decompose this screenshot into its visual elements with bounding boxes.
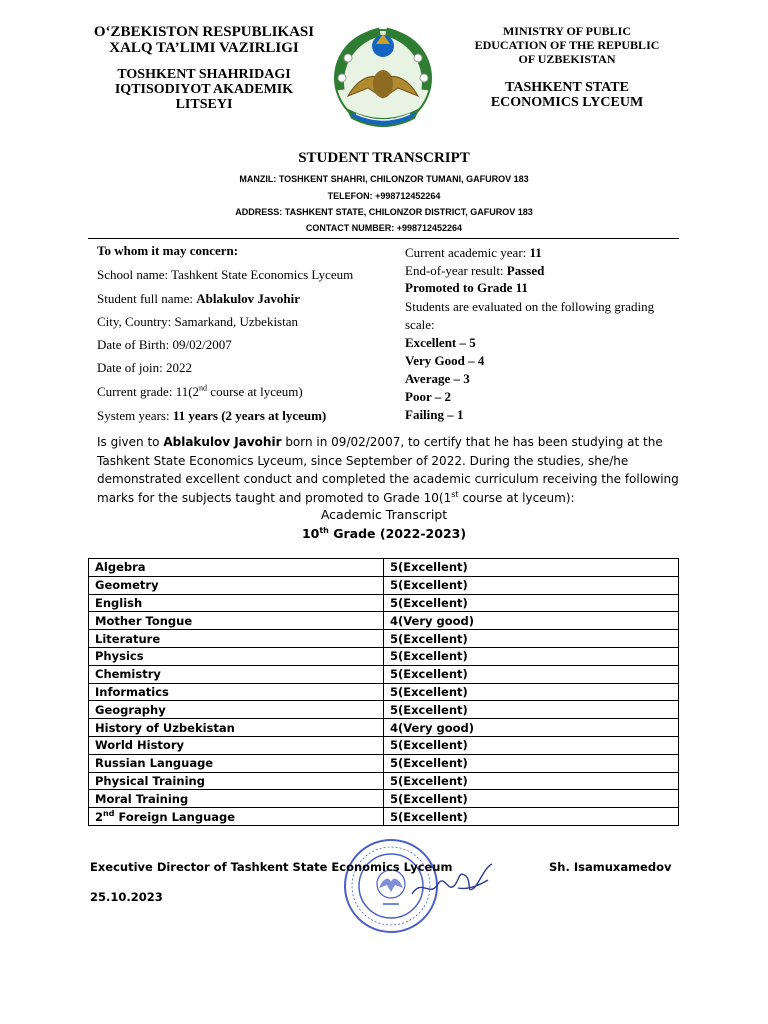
page-title: STUDENT TRANSCRIPT [298, 150, 470, 166]
paragraph-part1: Is given to [97, 435, 164, 449]
join-label: Date of join: [97, 360, 166, 375]
academic-year-label: Current academic year: [405, 245, 530, 260]
subject-name: History of Uzbekistan [89, 719, 384, 737]
table-row [89, 701, 679, 719]
contact-address: ADDRESS: TASHKENT STATE, CHILONZOR DISTRICT, GAFUROV 183 [235, 207, 533, 217]
school-name-row [97, 267, 353, 283]
system-years-label: System years: [97, 408, 173, 423]
dob-row [97, 337, 232, 353]
scale-intro-line2: scale: [405, 317, 435, 332]
subject-mark: 5(Excellent) [384, 683, 679, 701]
paragraph-part3: course at lyceum): [458, 490, 575, 505]
student-name-row [97, 291, 300, 307]
city-value: Samarkand, Uzbekistan [174, 314, 298, 329]
academic-info [405, 245, 685, 425]
dob-value: 09/02/2007 [172, 337, 232, 352]
table-row [89, 754, 679, 772]
table-row [89, 772, 679, 790]
header-right-line1: MINISTRY OF PUBLIC [502, 24, 632, 38]
current-grade-row [97, 384, 303, 400]
city-row [97, 314, 298, 330]
subject-name: Geometry [89, 576, 384, 594]
transcript-grade-rest: Grade (2022-2023) [328, 526, 467, 541]
transcript-grade [0, 524, 768, 543]
director-title: Executive Director of Tashkent State Economics Lyceum [90, 860, 453, 874]
table-row [89, 736, 679, 754]
subject-mark: 5(Excellent) [384, 790, 679, 808]
subject-name: Informatics [89, 683, 384, 701]
paragraph-name: Ablakulov Javohir [163, 435, 282, 449]
subject-name: Russian Language [89, 754, 384, 772]
table-row [89, 576, 679, 594]
transcript-grade-sup: th [319, 525, 329, 535]
subject-name: Foreign Language [118, 809, 236, 824]
transcript-grade-num: 10 [301, 526, 320, 541]
transcript-heading [0, 505, 768, 543]
table-row [89, 559, 679, 577]
signer-name: Sh. Isamuxamedov [549, 860, 672, 874]
subject-name: Literature [89, 630, 384, 648]
subject-mark: 4(Very good) [384, 612, 679, 630]
paragraph-sup: st [451, 489, 459, 499]
student-name-value: Ablakulov Javohir [196, 291, 300, 306]
header-right-line4: TASHKENT STATE [505, 80, 629, 95]
promoted-text: Promoted to Grade 11 [405, 280, 528, 295]
header-right [462, 24, 672, 110]
header-right-line3: OF UZBEKISTAN [518, 52, 616, 66]
subject-mark: 5(Excellent) [384, 754, 679, 772]
join-value: 2022 [165, 360, 192, 375]
school-name-value: Tashkent State Economics Lyceum [171, 267, 354, 282]
scale-item: Average – 3 [405, 371, 470, 386]
table-row [89, 647, 679, 665]
subject-mark: 5(Excellent) [384, 559, 679, 577]
result-row [405, 263, 544, 279]
subject-name-cell [89, 808, 384, 826]
academic-year-row [405, 245, 542, 261]
header-divider [88, 238, 679, 239]
subject-prefix: 2 [95, 809, 104, 824]
subject-mark: 4(Very good) [384, 719, 679, 737]
join-row [97, 360, 192, 376]
subject-name: Physical Training [89, 772, 384, 790]
subject-mark: 5(Excellent) [384, 808, 679, 826]
subject-name: Geography [89, 701, 384, 719]
academic-year-value: 11 [529, 245, 542, 260]
table-row [89, 808, 679, 826]
table-row [89, 594, 679, 612]
header-left [88, 24, 320, 112]
student-name-label: Student full name: [97, 291, 197, 306]
subject-mark: 5(Excellent) [384, 594, 679, 612]
subject-name: Mother Tongue [89, 612, 384, 630]
result-value: Passed [506, 263, 545, 278]
subject-mark: 5(Excellent) [384, 630, 679, 648]
document-date: 25.10.2023 [90, 890, 163, 904]
current-grade-label: Current grade: 11(2 [97, 384, 200, 399]
header-left-line5: LITSEYI [175, 97, 233, 112]
contact-manzil: MANZIL: TOSHKENT SHAHRI, CHILONZOR TUMANI, GAFUROV 183 [239, 174, 529, 184]
current-grade-rest: course at lyceum) [207, 384, 303, 399]
transcript-title: Academic Transcript [320, 507, 448, 522]
subject-name: Chemistry [89, 665, 384, 683]
subject-mark: 5(Excellent) [384, 576, 679, 594]
contact-number: CONTACT NUMBER: +998712452264 [305, 223, 463, 233]
dob-label: Date of Birth: [97, 337, 173, 352]
table-row [89, 630, 679, 648]
greeting: To whom it may concern: [97, 243, 239, 258]
city-label: City, Country: [97, 314, 175, 329]
header-right-line2: EDUCATION OF THE REPUBLIC [474, 38, 660, 52]
subject-name: English [89, 594, 384, 612]
table-row [89, 719, 679, 737]
subject-name: World History [89, 736, 384, 754]
subject-mark: 5(Excellent) [384, 647, 679, 665]
subject-mark: 5(Excellent) [384, 736, 679, 754]
scale-item: Excellent – 5 [405, 335, 476, 350]
subject-mark: 5(Excellent) [384, 701, 679, 719]
paragraph-part2: born in 09/02/2007, to certify that he has been studying at the Tashkent State Economics Lyceum, since September of 2022. During the studies, she/he demonstrated excellent conduct and completed the academic curriculum receiving the following marks for the subjects taught and promoted to Grade 10(1 [97, 435, 679, 505]
table-row [89, 612, 679, 630]
system-years-row [97, 408, 326, 424]
header-left-line1: O‘ZBEKISTON RESPUBLIKASI [93, 24, 315, 40]
header-left-line4: IQTISODIYOT AKADEMIK [114, 82, 294, 97]
subject-prefix-sup: nd [103, 808, 115, 818]
subject-mark: 5(Excellent) [384, 665, 679, 683]
scale-intro-line1: Students are evaluated on the following grading [405, 299, 655, 314]
current-grade-sup: nd [199, 383, 208, 393]
certification-paragraph [97, 433, 687, 507]
school-name-label: School name: [97, 267, 172, 282]
subject-name: Physics [89, 647, 384, 665]
student-info [97, 243, 397, 428]
result-label: End-of-year result: [405, 263, 507, 278]
contact-telefon: TELEFON: +998712452264 [327, 191, 441, 201]
subject-name: Algebra [89, 559, 384, 577]
grades-table [88, 558, 679, 826]
table-row [89, 790, 679, 808]
scale-item: Failing – 1 [405, 407, 464, 422]
subject-mark: 5(Excellent) [384, 772, 679, 790]
header-right-line5: ECONOMICS LYCEUM [490, 95, 644, 110]
table-row [89, 683, 679, 701]
scale-item: Very Good – 4 [405, 353, 485, 368]
table-row [89, 665, 679, 683]
header-left-line2: XALQ TA’LIMI VAZIRLIGI [109, 40, 299, 56]
header-left-line3: TOSHKENT SHAHRIDAGI [117, 67, 291, 82]
scale-item: Poor – 2 [405, 389, 451, 404]
system-years-value: 11 years (2 years at lyceum) [172, 408, 327, 423]
state-emblem-icon [318, 18, 448, 136]
subject-name: Moral Training [89, 790, 384, 808]
